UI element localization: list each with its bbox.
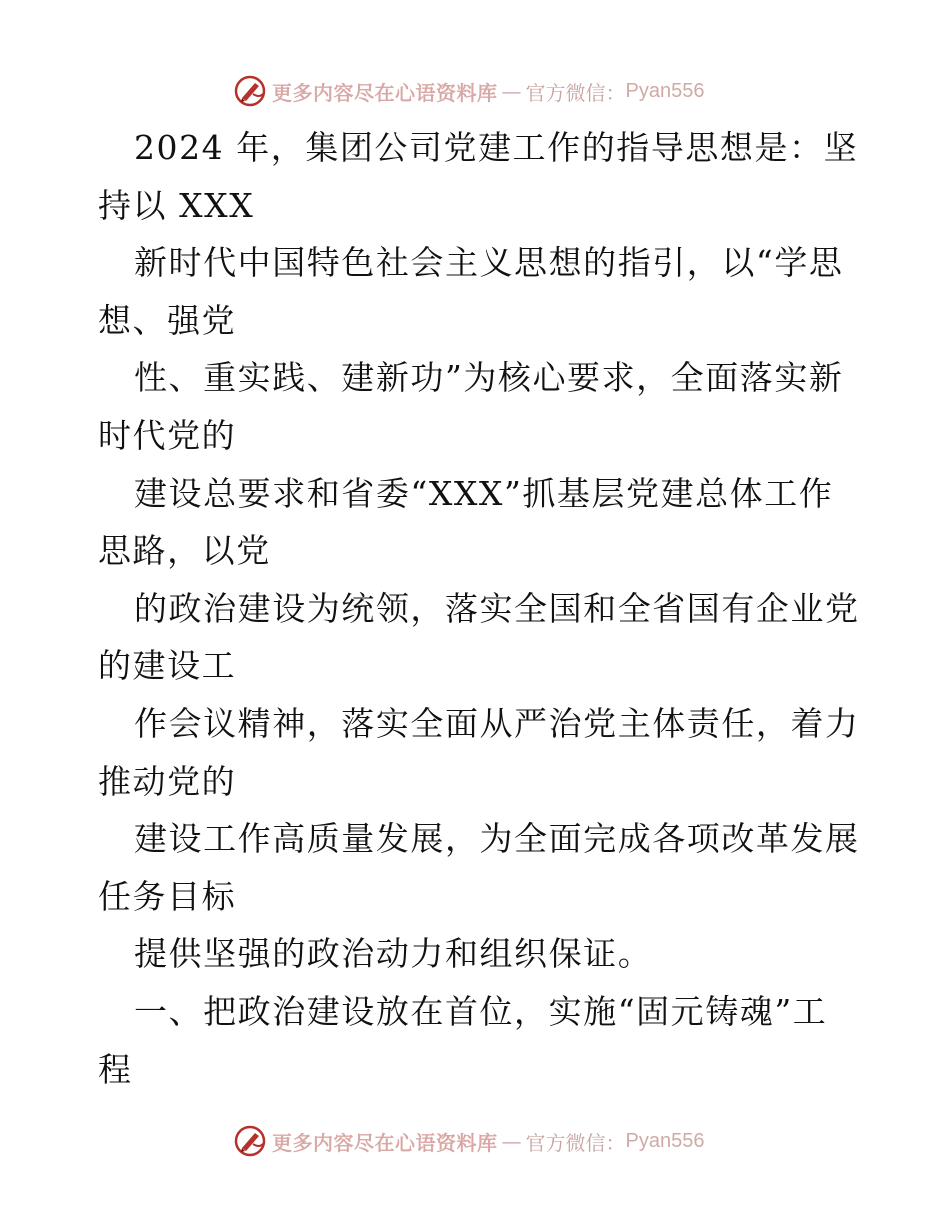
watermark-banner-top: [233, 71, 733, 111]
section-heading-line: 程: [98, 1049, 133, 1089]
text-line: 推动党的: [98, 761, 237, 801]
text-line: 新时代中国特色社会主义思想的指引，以“学思: [134, 243, 844, 283]
text-line: 的建设工: [98, 646, 237, 686]
pen-logo-icon: [233, 1124, 267, 1158]
watermark-banner-bottom: [233, 1121, 733, 1161]
text-line: 任务目标: [98, 876, 237, 916]
text-line: 2024 年，集团公司党建工作的指导思想是：坚: [134, 128, 859, 167]
watermark-separator: —: [501, 79, 522, 103]
text-line: 建设总要求和省委“XXX”抓基层党建总体工作: [134, 473, 834, 513]
watermark-wechat-label: 官方微信：: [525, 1130, 626, 1155]
watermark-wechat-id: Pyan556: [625, 1129, 705, 1152]
text-line: 持以 XXX: [98, 185, 255, 225]
pen-logo-icon: [233, 74, 267, 108]
watermark-wechat-id: Pyan556: [625, 79, 705, 102]
watermark-separator: —: [501, 1129, 522, 1153]
watermark-text: 更多内容尽在心语资料库: [272, 80, 498, 105]
section-heading-line: 一、把政治建设放在首位，实施“固元铸魂”工: [134, 991, 828, 1031]
text-line: 建设工作高质量发展，为全面完成各项改革发展: [134, 819, 860, 859]
watermark-wechat-label: 官方微信：: [525, 80, 626, 105]
watermark-text: 更多内容尽在心语资料库: [272, 1130, 498, 1155]
text-line: 时代党的: [98, 415, 237, 455]
text-line: 想、强党: [98, 300, 237, 340]
text-line: 作会议精神，落实全面从严治党主体责任，着力: [134, 703, 860, 743]
text-line: 思路，以党: [98, 531, 271, 571]
text-line: 提供坚强的政治动力和组织保证。: [134, 934, 653, 974]
text-line: 性、重实践、建新功”为核心要求，全面落实新: [134, 358, 844, 398]
document-body: [98, 119, 858, 1098]
text-line: 的政治建设为统领，落实全国和全省国有企业党: [134, 588, 860, 628]
